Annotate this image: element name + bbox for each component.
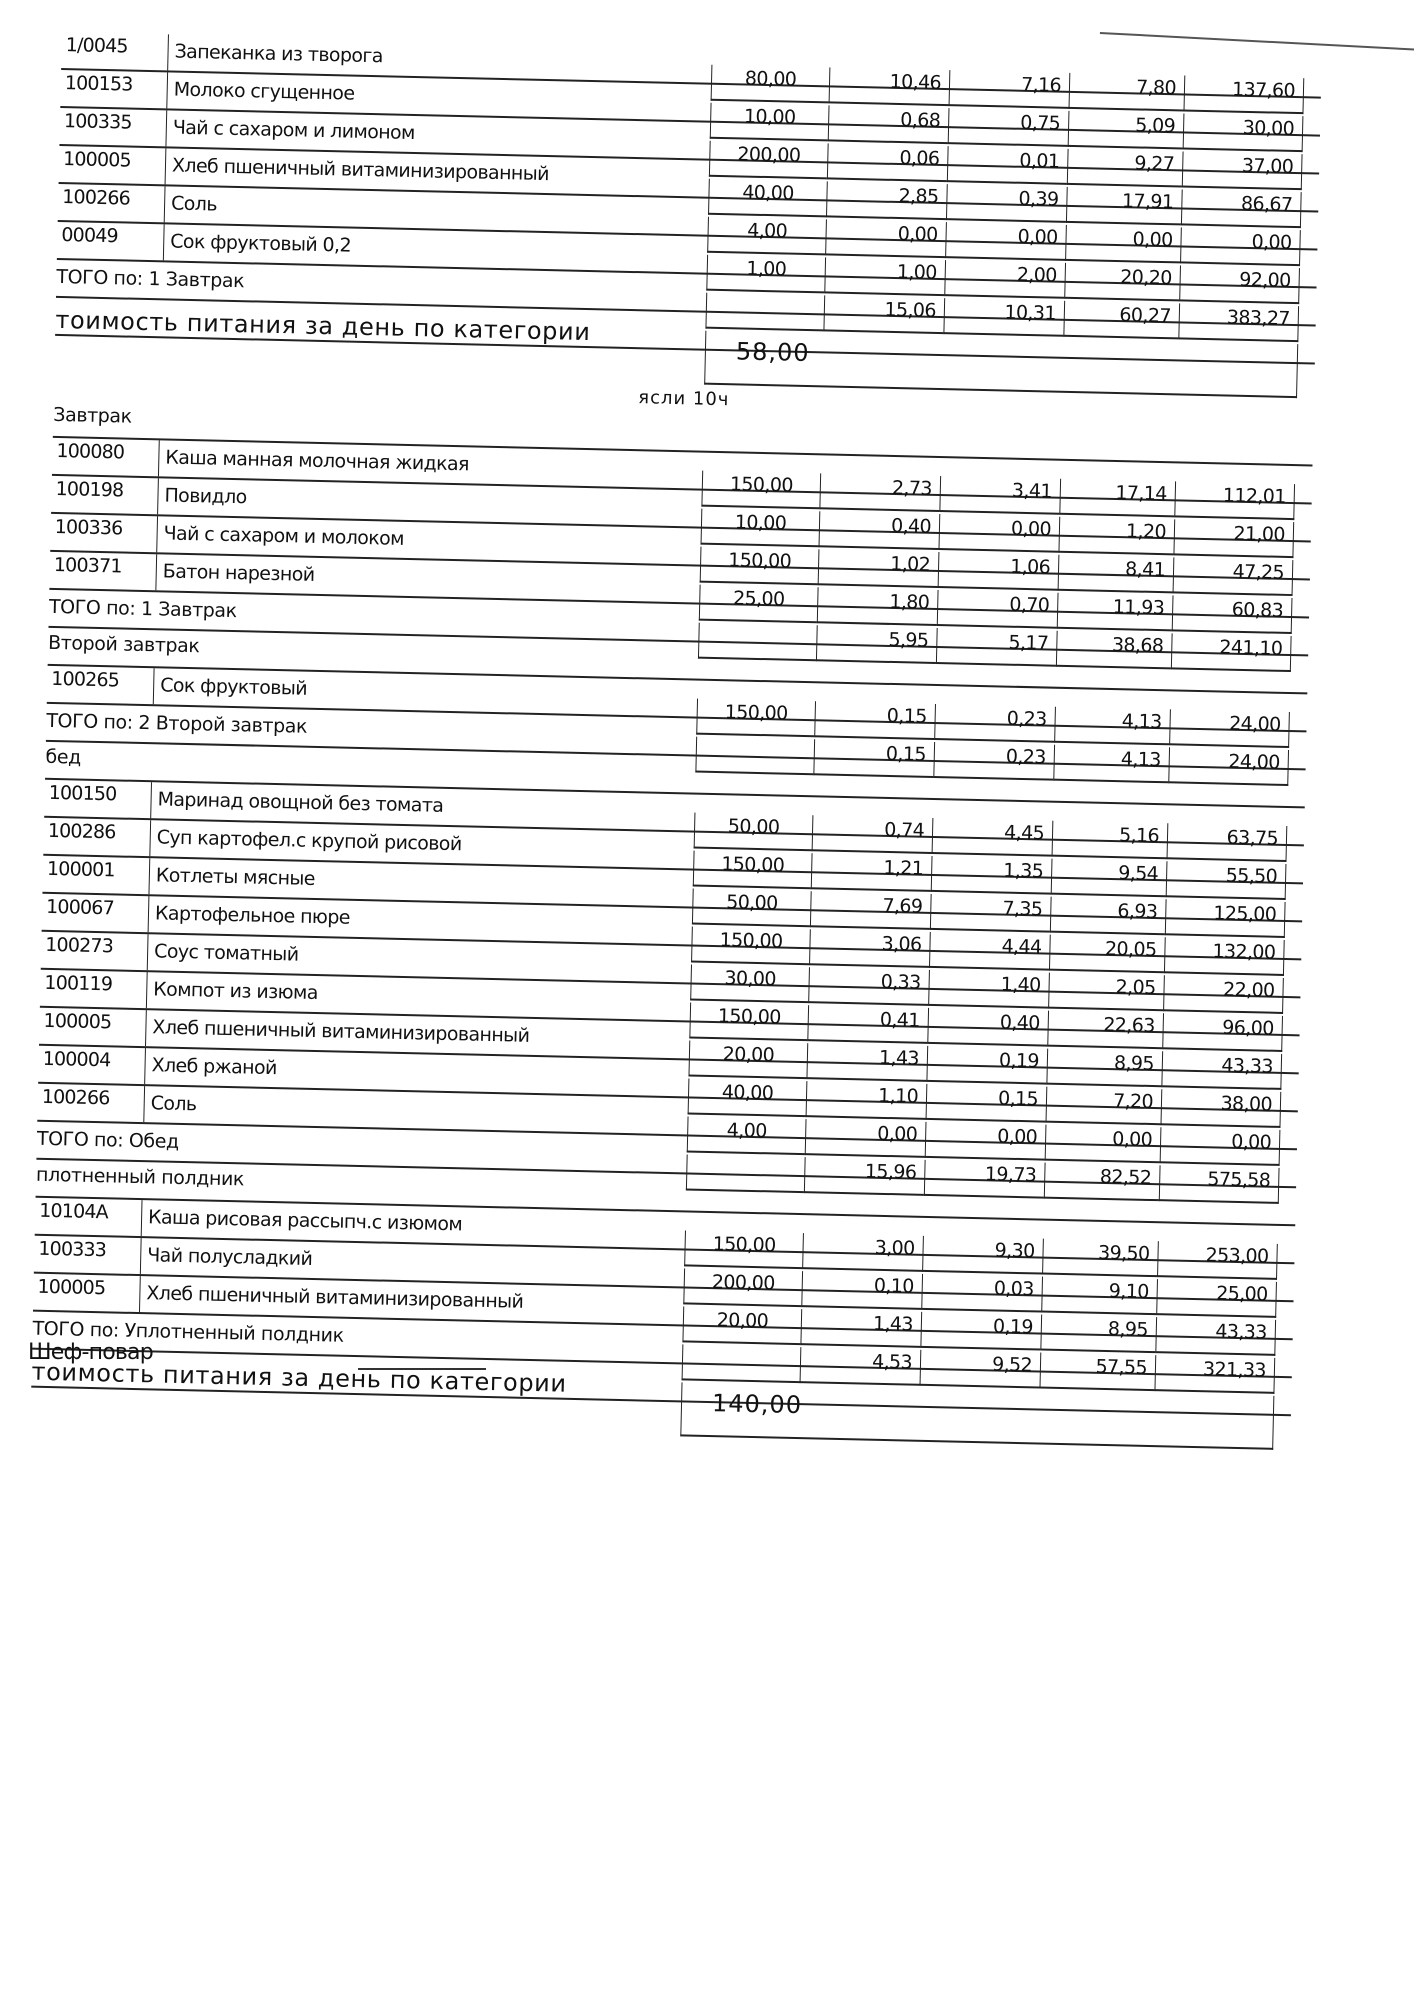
portion-value: 150,00 — [689, 1003, 808, 1042]
fat-value: 1,06 — [938, 552, 1059, 591]
item-code: 100333 — [38, 1237, 107, 1262]
item-code: 100119 — [44, 971, 113, 996]
energy-value: 241,10 — [1171, 633, 1292, 672]
item-name: Хлеб ржаной — [144, 1048, 685, 1096]
item-name: Сок фруктовый — [153, 668, 694, 716]
portion-value: 200,00 — [683, 1268, 802, 1307]
portion-value: 150,00 — [700, 547, 819, 586]
energy-value: 55,50 — [1166, 861, 1287, 900]
protein-value: 0,74 — [812, 815, 933, 854]
daily-cost-value: 58,00 — [735, 337, 810, 368]
energy-value: 63,75 — [1167, 823, 1288, 862]
protein-value: 4,53 — [800, 1347, 921, 1386]
fat-value: 3,41 — [939, 476, 1060, 515]
item-name: Сок фруктовый 0,2 — [163, 224, 704, 272]
item-name: Чай с сахаром и лимоном — [165, 110, 706, 158]
protein-value: 0,40 — [819, 511, 940, 550]
fat-value: 0,15 — [926, 1084, 1047, 1123]
item-name: Соль — [164, 186, 705, 234]
energy-value: 25,00 — [1156, 1279, 1277, 1318]
carbs-value: 2,05 — [1048, 973, 1164, 1012]
fat-value: 2,00 — [944, 260, 1065, 299]
item-name: Котлеты мясные — [148, 858, 689, 906]
fat-value: 0,75 — [948, 108, 1069, 147]
protein-value: 7,69 — [810, 891, 931, 930]
item-name: Чай полусладкий — [140, 1238, 681, 1286]
item-code: 1/0045 — [65, 34, 128, 58]
fat-value: 1,35 — [931, 856, 1052, 895]
protein-value: 10,46 — [829, 67, 950, 106]
portion-value: 10,00 — [701, 509, 820, 548]
item-code: 100266 — [41, 1085, 110, 1110]
daily-cost-value: 140,00 — [711, 1389, 803, 1420]
item-name: Соус томатный — [147, 934, 688, 982]
fat-value: 0,23 — [933, 742, 1054, 781]
carbs-value: 1,20 — [1058, 517, 1174, 556]
carbs-value: 4,13 — [1054, 707, 1170, 746]
item-code: 100286 — [47, 819, 116, 844]
fat-value: 0,01 — [947, 146, 1068, 185]
menu-table-category-2 — [31, 400, 1313, 1420]
meal-header: плотненный полдник — [35, 1163, 245, 1191]
carbs-value: 38,68 — [1056, 631, 1172, 670]
carbs-value: 20,05 — [1049, 935, 1165, 974]
fat-value: 0,00 — [925, 1122, 1046, 1161]
portion-value: 4,00 — [707, 217, 826, 256]
portion-value: 150,00 — [691, 927, 810, 966]
fat-value: 0,03 — [921, 1274, 1042, 1313]
protein-value: 0,33 — [808, 967, 929, 1006]
fat-value: 0,40 — [927, 1008, 1048, 1047]
carbs-value: 9,27 — [1067, 149, 1183, 188]
protein-value: 1,02 — [818, 549, 939, 588]
fat-value: 7,16 — [949, 70, 1070, 109]
item-name: Суп картофел.с крупой рисовой — [149, 820, 690, 868]
energy-value: 132,00 — [1164, 937, 1285, 976]
carbs-value: 7,20 — [1046, 1087, 1162, 1126]
energy-value: 125,00 — [1165, 899, 1286, 938]
portion-value — [698, 623, 817, 662]
item-code: 100273 — [45, 933, 114, 958]
total-label: ТОГО по: Обед — [36, 1127, 180, 1153]
portion-value — [686, 1154, 805, 1193]
item-code: 00049 — [61, 224, 119, 248]
carbs-value: 9,10 — [1041, 1277, 1157, 1316]
fat-value: 0,70 — [937, 590, 1058, 629]
carbs-value: 8,95 — [1046, 1049, 1162, 1088]
protein-value: 0,68 — [828, 105, 949, 144]
energy-value: 22,00 — [1163, 975, 1284, 1014]
fat-value: 9,52 — [920, 1350, 1041, 1389]
carbs-value: 22,63 — [1047, 1011, 1163, 1050]
fat-value: 0,23 — [934, 704, 1055, 743]
energy-value: 30,00 — [1183, 113, 1304, 152]
energy-value: 47,25 — [1173, 557, 1294, 596]
item-code: 100266 — [62, 186, 131, 210]
portion-value — [682, 1344, 801, 1383]
portion-value: 80,00 — [711, 65, 830, 104]
protein-value: 0,00 — [805, 1119, 926, 1158]
item-name: Компот из изюма — [146, 972, 687, 1020]
item-code: 100265 — [51, 667, 120, 692]
protein-value: 0,15 — [814, 701, 935, 740]
item-code: 100198 — [55, 477, 124, 502]
portion-value: 40,00 — [708, 179, 827, 218]
item-name: Молоко сгущенное — [166, 72, 707, 120]
carbs-value: 8,41 — [1058, 555, 1174, 594]
portion-value: 25,00 — [699, 585, 818, 624]
carbs-value: 82,52 — [1044, 1163, 1160, 1202]
item-code: 100080 — [56, 439, 125, 464]
energy-value: 96,00 — [1162, 1013, 1283, 1052]
signature-line — [358, 1368, 486, 1370]
carbs-value: 8,95 — [1040, 1315, 1156, 1354]
energy-value: 38,00 — [1160, 1089, 1281, 1128]
energy-value: 86,67 — [1181, 189, 1302, 228]
carbs-value: 0,00 — [1065, 225, 1181, 264]
item-code: 100004 — [42, 1047, 111, 1072]
fat-value: 0,00 — [945, 222, 1066, 261]
portion-value: 150,00 — [696, 699, 815, 738]
protein-value: 5,95 — [816, 625, 937, 664]
energy-value: 321,33 — [1154, 1355, 1275, 1394]
item-code: 100335 — [63, 110, 132, 134]
item-code: 100005 — [62, 148, 132, 172]
protein-value: 1,00 — [824, 257, 945, 296]
energy-value: 43,33 — [1155, 1317, 1276, 1356]
protein-value: 2,85 — [826, 181, 947, 220]
protein-value: 0,41 — [807, 1005, 928, 1044]
energy-value: 383,27 — [1178, 303, 1299, 342]
energy-value: 24,00 — [1168, 747, 1289, 786]
portion-value: 150,00 — [684, 1230, 803, 1269]
fat-value: 0,19 — [920, 1312, 1041, 1351]
fat-value: 0,00 — [938, 514, 1059, 553]
item-code: 100067 — [45, 895, 115, 920]
protein-value: 0,10 — [801, 1271, 922, 1310]
meal-header: бед — [45, 745, 82, 769]
portion-value: 20,00 — [682, 1306, 801, 1345]
total-label: ТОГО по: 2 Второй завтрак — [46, 709, 308, 738]
carbs-value: 57,55 — [1039, 1353, 1155, 1392]
protein-value: 1,80 — [817, 587, 938, 626]
energy-value: 0,00 — [1180, 227, 1301, 266]
energy-value: 43,33 — [1161, 1051, 1282, 1090]
daily-cost-box — [680, 1382, 1274, 1449]
item-code: 100005 — [37, 1275, 106, 1300]
protein-value: 15,06 — [823, 295, 944, 334]
portion-value: 150,00 — [701, 471, 820, 510]
energy-value: 253,00 — [1157, 1241, 1278, 1280]
portion-value: 4,00 — [687, 1116, 806, 1155]
fat-value: 0,39 — [946, 184, 1067, 223]
fat-value: 0,19 — [926, 1046, 1047, 1085]
total-label: ТОГО по: Уплотненный полдник — [32, 1317, 344, 1347]
item-code: 100336 — [54, 515, 123, 540]
item-name: Чай с сахаром и молоком — [156, 516, 697, 564]
item-code: 100001 — [46, 857, 115, 882]
portion-value: 30,00 — [690, 965, 809, 1004]
fat-value: 10,31 — [943, 298, 1064, 337]
carbs-value: 4,13 — [1053, 745, 1169, 784]
meal-header: Завтрак — [53, 403, 133, 428]
item-name: Батон нарезной — [155, 554, 696, 602]
daily-cost-label: тоимость питания за день по категории — [55, 305, 591, 347]
energy-value: 137,60 — [1183, 75, 1304, 114]
fat-value: 9,30 — [922, 1236, 1043, 1275]
protein-value: 3,06 — [809, 929, 930, 968]
portion-value: 20,00 — [688, 1040, 807, 1079]
item-name: Картофельное пюре — [148, 896, 689, 944]
carbs-value: 17,91 — [1066, 187, 1182, 226]
fat-value: 1,40 — [928, 970, 1049, 1009]
carbs-value: 39,50 — [1042, 1239, 1158, 1278]
fat-value: 4,44 — [929, 932, 1050, 971]
carbs-value: 5,16 — [1052, 821, 1168, 860]
protein-value: 0,15 — [813, 739, 934, 778]
energy-value: 575,58 — [1159, 1165, 1280, 1204]
energy-value: 21,00 — [1173, 519, 1294, 558]
item-code: 100153 — [64, 72, 133, 96]
carbs-value: 6,93 — [1050, 897, 1166, 936]
protein-value: 0,00 — [825, 219, 946, 258]
carbs-value: 17,14 — [1059, 479, 1175, 518]
portion-value: 50,00 — [694, 813, 813, 852]
carbs-value: 9,54 — [1051, 859, 1167, 898]
energy-value: 24,00 — [1169, 709, 1290, 748]
portion-value — [705, 293, 824, 332]
portion-value: 150,00 — [693, 851, 812, 890]
total-label: ТОГО по: 1 Завтрак — [56, 265, 245, 293]
portion-value: 1,00 — [706, 255, 825, 294]
carbs-value: 5,09 — [1068, 111, 1184, 150]
page-edge-line — [1100, 32, 1414, 51]
energy-value: 112,01 — [1174, 481, 1295, 520]
menu-sheet — [31, 32, 1321, 1420]
item-code: 10104А — [39, 1199, 109, 1224]
energy-value: 92,00 — [1179, 265, 1300, 304]
carbs-value: 7,80 — [1069, 73, 1185, 112]
meal-header: Второй завтрак — [47, 631, 200, 658]
total-label: ТОГО по: 1 Завтрак — [48, 595, 237, 623]
carbs-value: 11,93 — [1057, 593, 1173, 632]
item-name: Хлеб пшеничный витаминизированный — [139, 1276, 680, 1324]
portion-value: 200,00 — [709, 141, 828, 180]
energy-value: 0,00 — [1160, 1127, 1281, 1166]
item-name: Каша рисовая рассыпч.с изюмом — [141, 1200, 682, 1248]
protein-value: 0,06 — [827, 143, 948, 182]
portion-value — [695, 737, 814, 776]
item-name: Повидло — [157, 478, 698, 526]
fat-value: 7,35 — [930, 894, 1051, 933]
menu-table-category-1 — [55, 32, 1322, 368]
carbs-value: 0,00 — [1045, 1125, 1161, 1164]
fat-value: 5,17 — [936, 628, 1057, 667]
portion-value: 40,00 — [688, 1078, 807, 1117]
item-name: Хлеб пшеничный витаминизированный — [165, 148, 706, 196]
protein-value: 2,73 — [819, 473, 940, 512]
category-caption: ясли 10ч — [638, 387, 730, 411]
carbs-value: 60,27 — [1063, 301, 1179, 340]
chef-label: Шеф-повар — [28, 1340, 153, 1365]
protein-value: 1,43 — [800, 1309, 921, 1348]
protein-value: 1,10 — [806, 1081, 927, 1120]
item-name: Маринад овощной без томата — [150, 782, 691, 830]
energy-value: 37,00 — [1182, 151, 1303, 190]
fat-value: 19,73 — [924, 1160, 1045, 1199]
item-code: 100005 — [43, 1009, 112, 1034]
protein-value: 1,21 — [811, 853, 932, 892]
fat-value: 4,45 — [932, 818, 1053, 857]
energy-value: 60,83 — [1172, 595, 1293, 634]
item-name: Запеканка из творога — [167, 34, 708, 82]
carbs-value: 20,20 — [1064, 263, 1180, 302]
protein-value: 3,00 — [802, 1233, 923, 1272]
item-name: Хлеб пшеничный витаминизированный — [145, 1010, 686, 1058]
daily-cost-label: тоимость питания за день по категории — [31, 1357, 567, 1398]
item-code: 100371 — [53, 553, 122, 578]
portion-value: 10,00 — [710, 103, 829, 142]
protein-value: 15,96 — [804, 1157, 925, 1196]
item-name: Каша манная молочная жидкая — [158, 440, 699, 488]
item-name: Соль — [143, 1086, 684, 1134]
protein-value: 1,43 — [806, 1043, 927, 1082]
portion-value: 50,00 — [692, 889, 811, 928]
item-code: 100150 — [48, 781, 117, 806]
